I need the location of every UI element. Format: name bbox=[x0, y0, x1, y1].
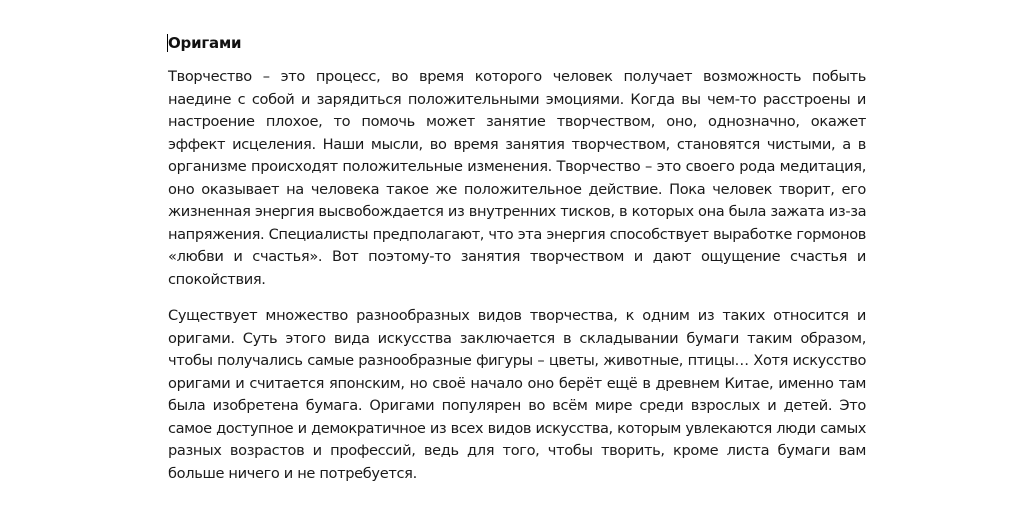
text-line: разных возрастов и профессий, ведь для того, чтобы творить, кроме листа бумаги вам bbox=[168, 442, 866, 459]
text-line: эффект исцеления. Наши мысли, во время занятия творчеством, становятся чистыми, а в bbox=[168, 135, 866, 153]
text-line: чтобы получались самые разнообразные фигуры – цветы, животные, птицы… Хотя искусство bbox=[168, 352, 866, 369]
text-cursor bbox=[167, 34, 168, 52]
paragraph-2 bbox=[168, 305, 866, 485]
text-line: оригами. Суть этого вида искусства заключается в складывании бумаги таким образом, bbox=[168, 329, 866, 347]
document-title: Оригами bbox=[168, 34, 242, 52]
document-page[interactable] bbox=[168, 30, 866, 499]
text-line: оригами и считается японским, но своё начало оно берёт ещё в древнем Китае, именно там bbox=[168, 374, 866, 392]
title-block bbox=[168, 30, 866, 56]
text-line: спокойствия. bbox=[168, 270, 266, 288]
text-line: жизненная энергия высвобождается из внутренних тисков, в которых она была зажата из-за bbox=[168, 203, 867, 220]
text-line: была изобретена бумага. Оригами популярен во всём мире среди взрослых и детей. Это bbox=[168, 397, 866, 414]
paragraph-1 bbox=[168, 66, 866, 291]
text-line: напряжения. Специалисты предполагают, что эта энергия способствует выработке гормонов bbox=[168, 225, 866, 243]
text-line: наедине с собой и зарядиться положительными эмоциями. Когда вы чем-то расстроены и bbox=[168, 90, 866, 108]
text-line: организме происходят положительные изменения. Творчество – это своего рода медитация, bbox=[168, 158, 866, 175]
text-line: настроение плохое, то помочь может занятие творчеством, оно, однозначно, окажет bbox=[168, 113, 866, 130]
text-line: больше ничего и не потребуется. bbox=[168, 464, 417, 482]
text-line: Существует множество разнообразных видов творчества, к одним из таких относится и bbox=[168, 307, 866, 324]
text-line: Творчество – это процесс, во время которого человек получает возможность побыть bbox=[168, 68, 866, 85]
text-line: оно оказывает на человека такое же положительное действие. Пока человек творит, его bbox=[168, 180, 866, 198]
text-line: самое доступное и демократичное из всех видов искусства, которым увлекаются люди самых bbox=[168, 419, 866, 437]
text-line: «любви и счастья». Вот поэтому-то занятия творчеством и дают ощущение счастья и bbox=[168, 248, 866, 265]
